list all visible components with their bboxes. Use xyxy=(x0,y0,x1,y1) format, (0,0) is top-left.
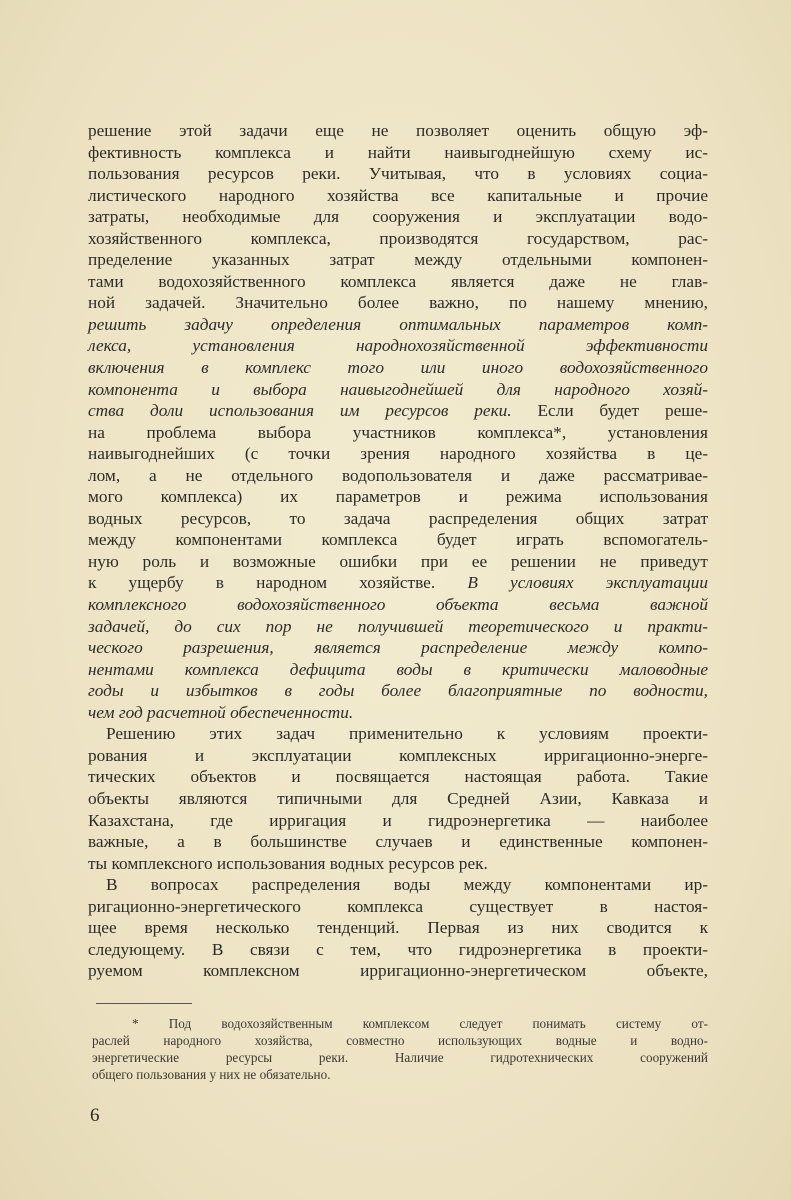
text-line-content: фективность комплекса и найти наивыгоднейшую схему ис- xyxy=(88,142,708,162)
text-line xyxy=(88,831,708,853)
text-line-content: включения в комплекс того или иного водохозяйственного xyxy=(88,358,708,378)
text-line xyxy=(88,335,708,357)
text-line xyxy=(88,228,708,250)
text-line xyxy=(88,443,708,465)
text-line xyxy=(88,939,708,961)
footnote-divider xyxy=(96,1003,192,1004)
text-line-content: ригационно-энергетического комплекса существует в настоя- xyxy=(88,896,708,916)
text-line xyxy=(88,529,708,551)
text-line xyxy=(88,766,708,788)
text-line-content: водных ресурсов, то задача распределения общих затрат xyxy=(88,508,708,528)
text-line-content: комплексного водохозяйственного объекта весьма важной xyxy=(88,595,708,615)
text-line xyxy=(88,400,708,422)
text-line xyxy=(88,702,708,724)
text-line-content: Решению этих задач применительно к условиям проекти- xyxy=(106,724,708,744)
text-line-content: наивыгоднейших (с точки зрения народного хозяйства в це- xyxy=(88,444,708,464)
text-line-content: нентами комплекса дефицита воды в критически маловодные xyxy=(88,659,708,679)
text-line xyxy=(88,788,708,810)
text-line xyxy=(88,249,708,271)
text-line-content: ческого разрешения, является распределение между компо- xyxy=(88,638,708,658)
text-line-content: объекты являются типичными для Средней Азии, Кавказа и xyxy=(88,788,708,808)
text-line xyxy=(88,810,708,832)
regular-segment: к ущербу в народном хозяйстве. xyxy=(88,573,468,593)
text-line-content: ной задачей. Значительно более важно, по нашему мнению, xyxy=(88,293,708,313)
text-line xyxy=(88,551,708,573)
text-line-content: листического народного хозяйства все капитальные и прочие xyxy=(88,185,708,205)
text-line xyxy=(88,680,708,702)
text-line xyxy=(88,723,708,745)
page-number: 6 xyxy=(90,1105,100,1126)
text-line-content: тами водохозяйственного комплекса является даже не глав- xyxy=(88,271,708,291)
text-line-content: руемом комплексном ирригационно-энергетическом объекте, xyxy=(88,961,708,981)
text-line-content: важные, а в большинстве случаев и единственные компонен- xyxy=(88,832,708,852)
footnote-line: * Под водохозяйственным комплексом следует понимать систему от- xyxy=(132,1016,708,1031)
text-line-content: ную роль и возможные ошибки при ее решении не приведут xyxy=(88,551,708,571)
text-line xyxy=(88,379,708,401)
text-line xyxy=(88,163,708,185)
text-line-content: решение этой задачи еще не позволяет оценить общую эф- xyxy=(88,121,708,140)
italic-segment: ства доли использования им ресурсов реки. xyxy=(88,401,512,421)
text-line xyxy=(88,917,708,939)
text-line xyxy=(88,271,708,293)
text-line-content: Казахстана, где ирригация и гидроэнергетика — наиболее xyxy=(88,810,708,830)
body-text xyxy=(88,120,708,982)
text-line-content: компонента и выбора наивыгоднейшей для народного хозяй- xyxy=(88,379,708,399)
text-line xyxy=(88,572,708,594)
text-line xyxy=(88,960,708,982)
text-line-content: на проблема выбора участников комплекса*, установления xyxy=(88,422,708,442)
text-line-content: чем год расчетной обеспеченности. xyxy=(88,702,354,722)
text-line-content: задачей, до сих пор не получившей теоретического и практи- xyxy=(88,616,708,636)
footnote xyxy=(92,1015,708,1083)
text-line xyxy=(88,853,708,875)
text-line xyxy=(88,314,708,336)
text-line-content: годы и избытков в годы более благоприятные по водности, xyxy=(88,681,708,701)
text-line-content: хозяйственного комплекса, производятся государством, рас- xyxy=(88,228,708,248)
text-line xyxy=(88,486,708,508)
text-line xyxy=(88,422,708,444)
text-line-content: следующему. В связи с тем, что гидроэнергетика в проекти- xyxy=(88,939,708,959)
text-line xyxy=(88,185,708,207)
text-line xyxy=(88,637,708,659)
text-line xyxy=(88,745,708,767)
text-line-content: щее время несколько тенденций. Первая из них сводится к xyxy=(88,918,708,938)
text-line-content: мого комплекса) их параметров и режима использования xyxy=(88,487,708,507)
text-line-content: ты комплексного использования водных ресурсов рек. xyxy=(88,853,488,873)
text-line-content: рования и эксплуатации комплексных ирригационно-энерге- xyxy=(88,745,708,765)
footnote-line: энергетические ресурсы реки. Наличие гидротехнических сооружений xyxy=(92,1050,708,1065)
text-line-content: решить задачу определения оптимальных параметров комп- xyxy=(88,314,708,334)
footnote-line: раслей народного хозяйства, совместно использующих водные и водно- xyxy=(92,1033,708,1048)
text-line xyxy=(88,874,708,896)
regular-segment: Если будет реше- xyxy=(511,401,708,421)
text-line-content: затраты, необходимые для сооружения и эксплуатации водо- xyxy=(88,207,708,227)
text-line xyxy=(88,142,708,164)
text-line-content: тических объектов и посвящается настоящая работа. Такие xyxy=(88,767,708,787)
text-line-content: лекса, установления народнохозяйственной эффективности xyxy=(88,336,708,356)
italic-segment: В условиях эксплуатации xyxy=(467,573,708,593)
text-line-content: между компонентами комплекса будет играть вспомогатель- xyxy=(88,530,708,550)
text-line-content: В вопросах распределения воды между компонентами ир- xyxy=(106,875,708,895)
text-line xyxy=(88,508,708,530)
text-line xyxy=(88,594,708,616)
footnote-line: общего пользования у них не обязательно. xyxy=(92,1067,331,1082)
text-line xyxy=(88,357,708,379)
text-line xyxy=(88,616,708,638)
text-line xyxy=(88,292,708,314)
text-line xyxy=(88,120,708,142)
text-line-content: пользования ресурсов реки. Учитывая, что в условиях социа- xyxy=(88,164,708,184)
text-line-content: пределение указанных затрат между отдельными компонен- xyxy=(88,250,708,270)
text-line xyxy=(88,659,708,681)
text-line-content: лом, а не отдельного водопользователя и даже рассматривае- xyxy=(88,465,708,485)
text-line xyxy=(88,896,708,918)
text-line xyxy=(88,465,708,487)
text-line xyxy=(88,206,708,228)
